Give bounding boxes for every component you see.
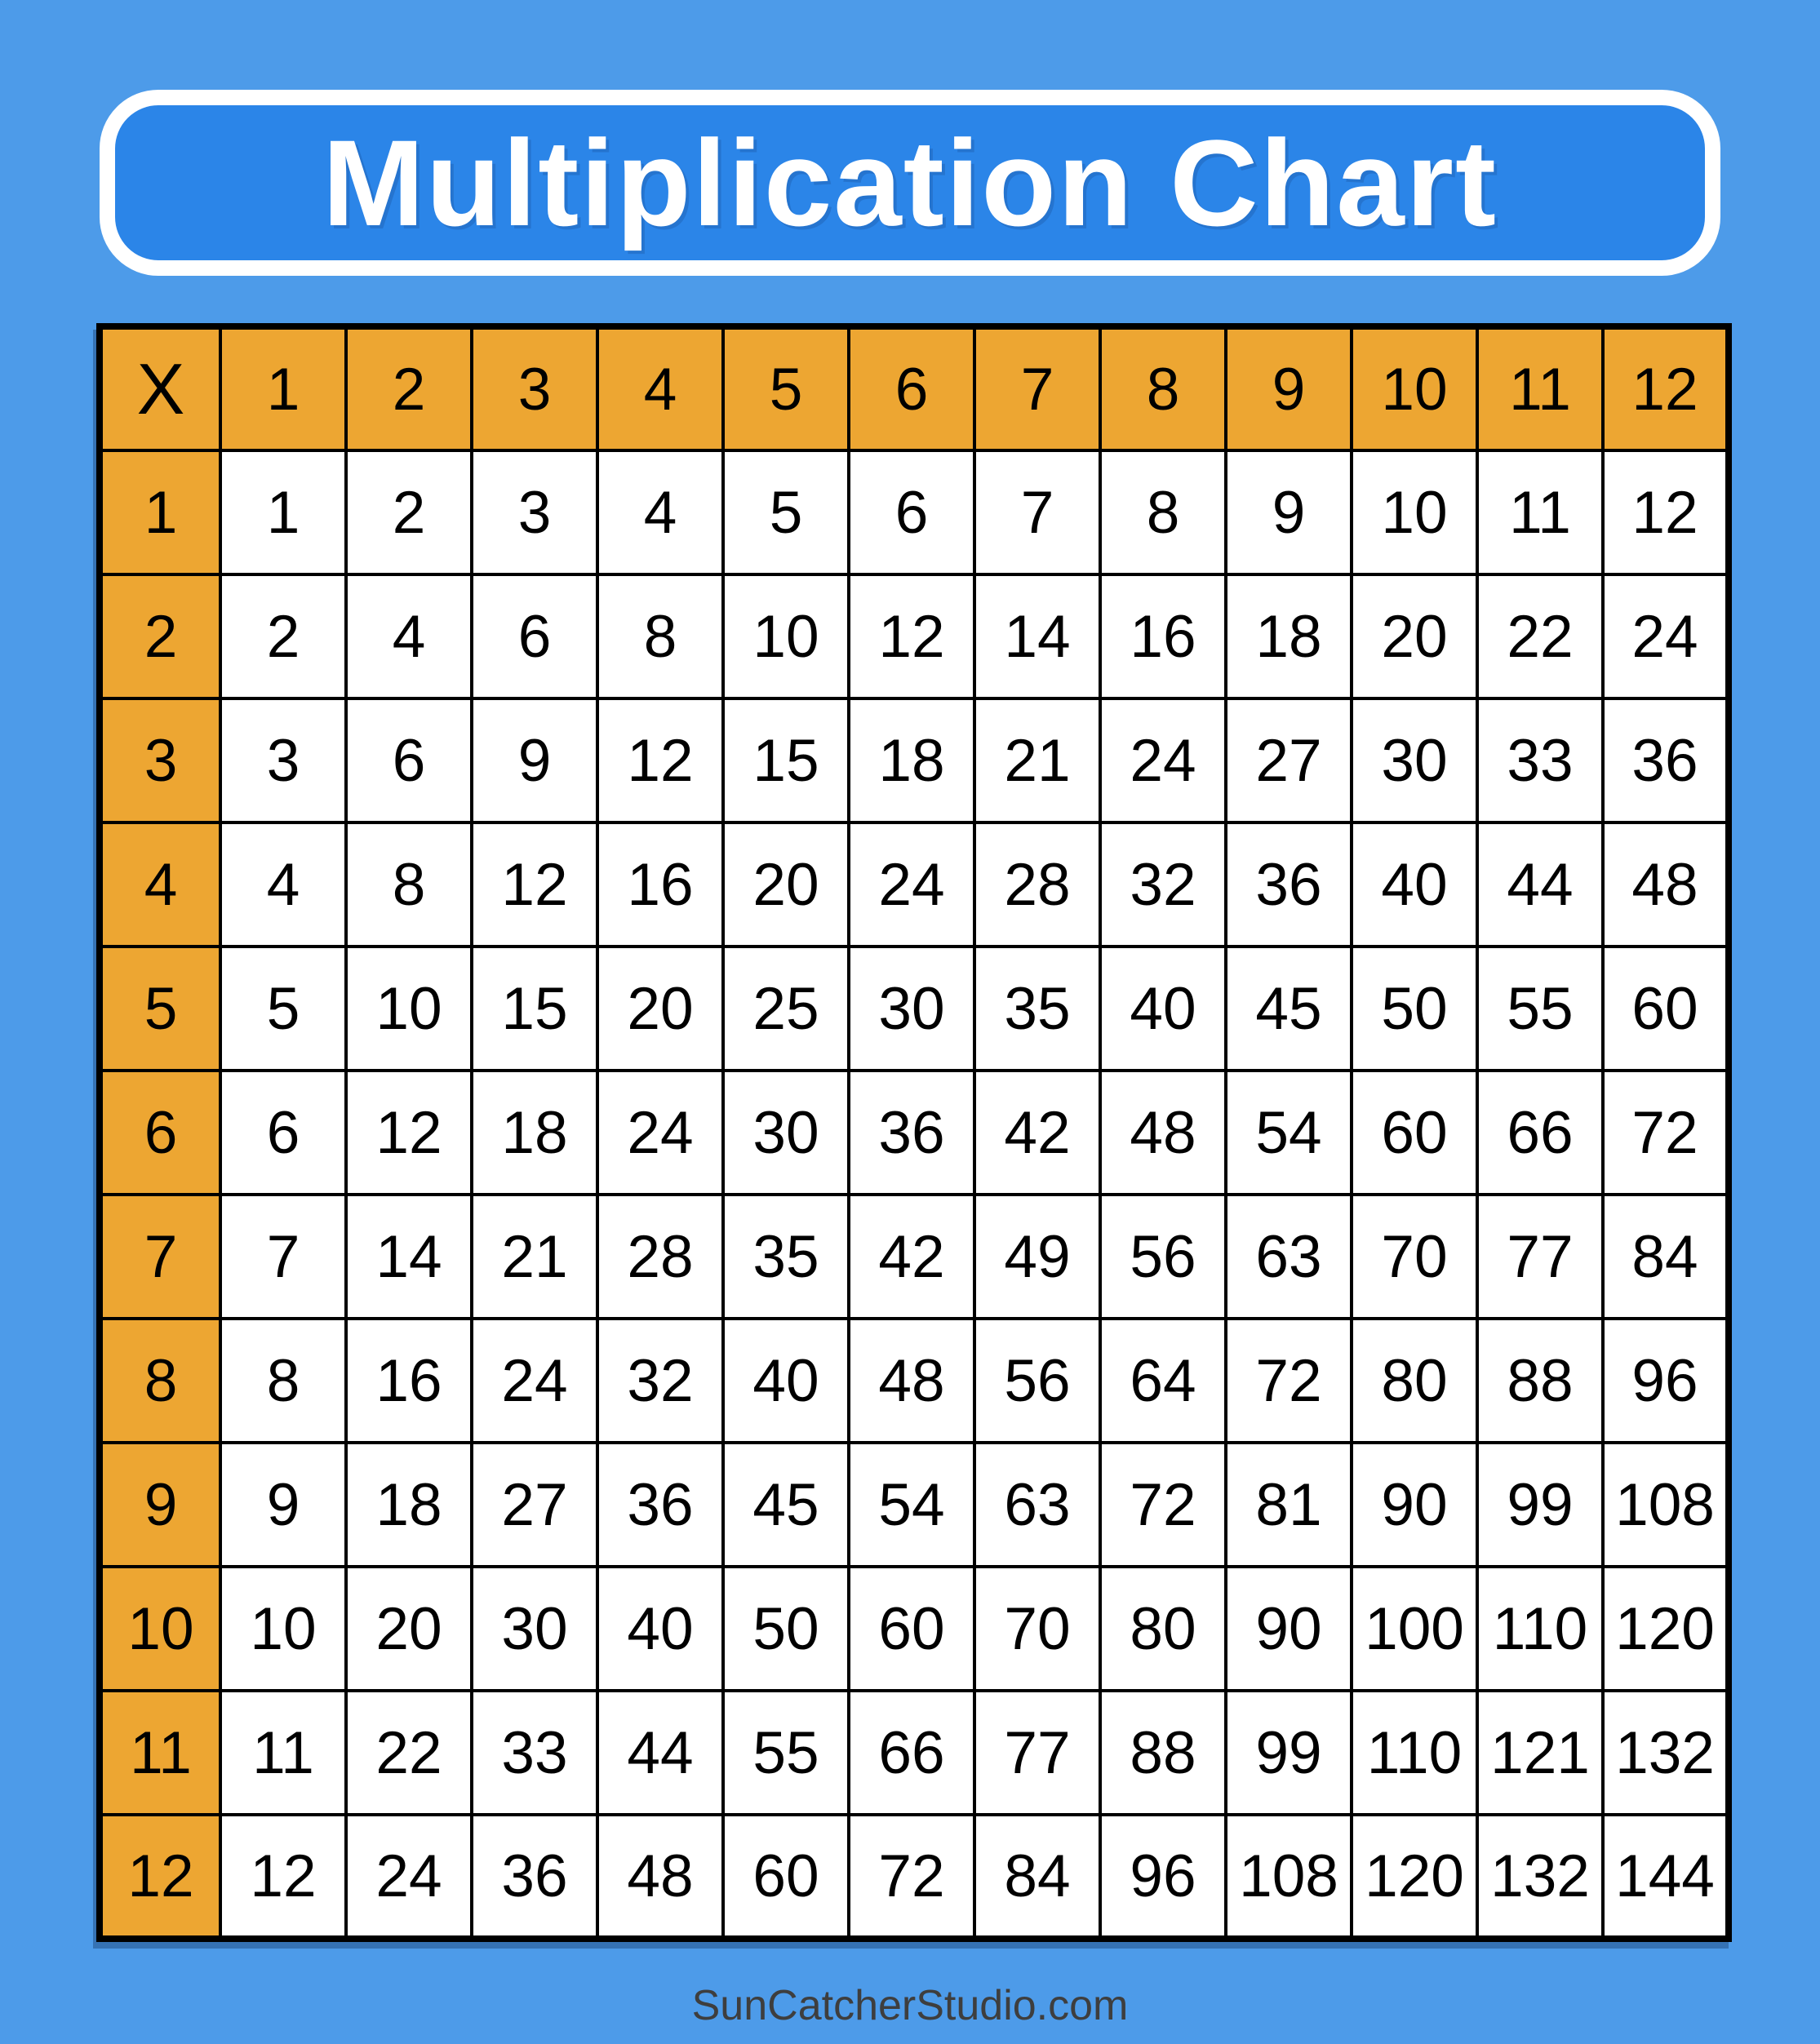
column-header-8: 8 <box>1100 326 1226 450</box>
product-cell-12x12: 144 <box>1603 1815 1729 1939</box>
product-cell-12x8: 96 <box>1100 1815 1226 1939</box>
product-cell-10x9: 90 <box>1226 1567 1352 1691</box>
product-cell-8x2: 16 <box>346 1319 472 1443</box>
product-cell-6x7: 42 <box>974 1071 1100 1195</box>
product-cell-6x12: 72 <box>1603 1071 1729 1195</box>
product-cell-4x9: 36 <box>1226 822 1352 947</box>
product-cell-5x3: 15 <box>472 947 597 1071</box>
product-cell-5x9: 45 <box>1226 947 1352 1071</box>
product-cell-1x7: 7 <box>974 450 1100 574</box>
product-cell-5x10: 50 <box>1352 947 1477 1071</box>
product-cell-10x8: 80 <box>1100 1567 1226 1691</box>
product-cell-11x6: 66 <box>849 1691 974 1815</box>
product-cell-10x11: 110 <box>1477 1567 1603 1691</box>
product-cell-9x9: 81 <box>1226 1443 1352 1567</box>
product-cell-3x10: 30 <box>1352 698 1477 822</box>
product-cell-12x5: 60 <box>723 1815 849 1939</box>
row-header-8: 8 <box>100 1319 220 1443</box>
column-header-2: 2 <box>346 326 472 450</box>
table-row-4 <box>100 822 1729 947</box>
column-header-1: 1 <box>220 326 346 450</box>
product-cell-7x12: 84 <box>1603 1195 1729 1319</box>
column-header-3: 3 <box>472 326 597 450</box>
product-cell-3x1: 3 <box>220 698 346 822</box>
table-row-2 <box>100 574 1729 698</box>
product-cell-7x2: 14 <box>346 1195 472 1319</box>
product-cell-6x2: 12 <box>346 1071 472 1195</box>
product-cell-7x8: 56 <box>1100 1195 1226 1319</box>
row-header-11: 11 <box>100 1691 220 1815</box>
product-cell-11x8: 88 <box>1100 1691 1226 1815</box>
row-header-9: 9 <box>100 1443 220 1567</box>
product-cell-10x5: 50 <box>723 1567 849 1691</box>
product-cell-8x4: 32 <box>597 1319 723 1443</box>
page-title: Multiplication Chart <box>322 113 1498 251</box>
row-header-12: 12 <box>100 1815 220 1939</box>
product-cell-12x4: 48 <box>597 1815 723 1939</box>
column-header-10: 10 <box>1352 326 1477 450</box>
table-row-7 <box>100 1195 1729 1319</box>
product-cell-9x5: 45 <box>723 1443 849 1567</box>
product-cell-11x9: 99 <box>1226 1691 1352 1815</box>
product-cell-4x11: 44 <box>1477 822 1603 947</box>
product-cell-6x5: 30 <box>723 1071 849 1195</box>
product-cell-9x8: 72 <box>1100 1443 1226 1567</box>
product-cell-11x1: 11 <box>220 1691 346 1815</box>
product-cell-1x6: 6 <box>849 450 974 574</box>
multiplication-table <box>96 323 1732 1942</box>
product-cell-5x7: 35 <box>974 947 1100 1071</box>
row-header-7: 7 <box>100 1195 220 1319</box>
row-header-1: 1 <box>100 450 220 574</box>
product-cell-2x8: 16 <box>1100 574 1226 698</box>
table-row-9 <box>100 1443 1729 1567</box>
product-cell-11x2: 22 <box>346 1691 472 1815</box>
product-cell-3x5: 15 <box>723 698 849 822</box>
product-cell-11x3: 33 <box>472 1691 597 1815</box>
product-cell-3x4: 12 <box>597 698 723 822</box>
product-cell-12x7: 84 <box>974 1815 1100 1939</box>
product-cell-5x8: 40 <box>1100 947 1226 1071</box>
row-header-10: 10 <box>100 1567 220 1691</box>
product-cell-1x2: 2 <box>346 450 472 574</box>
product-cell-7x11: 77 <box>1477 1195 1603 1319</box>
product-cell-7x9: 63 <box>1226 1195 1352 1319</box>
product-cell-6x9: 54 <box>1226 1071 1352 1195</box>
product-cell-2x7: 14 <box>974 574 1100 698</box>
column-header-12: 12 <box>1603 326 1729 450</box>
product-cell-4x3: 12 <box>472 822 597 947</box>
product-cell-9x11: 99 <box>1477 1443 1603 1567</box>
product-cell-8x12: 96 <box>1603 1319 1729 1443</box>
row-header-2: 2 <box>100 574 220 698</box>
product-cell-10x1: 10 <box>220 1567 346 1691</box>
product-cell-9x6: 54 <box>849 1443 974 1567</box>
product-cell-3x11: 33 <box>1477 698 1603 822</box>
product-cell-5x5: 25 <box>723 947 849 1071</box>
product-cell-4x4: 16 <box>597 822 723 947</box>
product-cell-10x3: 30 <box>472 1567 597 1691</box>
product-cell-8x11: 88 <box>1477 1319 1603 1443</box>
product-cell-2x10: 20 <box>1352 574 1477 698</box>
product-cell-8x10: 80 <box>1352 1319 1477 1443</box>
product-cell-11x7: 77 <box>974 1691 1100 1815</box>
product-cell-9x2: 18 <box>346 1443 472 1567</box>
header-row <box>100 326 1729 450</box>
column-header-5: 5 <box>723 326 849 450</box>
product-cell-2x5: 10 <box>723 574 849 698</box>
product-cell-6x4: 24 <box>597 1071 723 1195</box>
product-cell-12x11: 132 <box>1477 1815 1603 1939</box>
product-cell-11x10: 110 <box>1352 1691 1477 1815</box>
product-cell-11x5: 55 <box>723 1691 849 1815</box>
product-cell-1x12: 12 <box>1603 450 1729 574</box>
row-header-5: 5 <box>100 947 220 1071</box>
product-cell-8x8: 64 <box>1100 1319 1226 1443</box>
column-header-9: 9 <box>1226 326 1352 450</box>
table-row-6 <box>100 1071 1729 1195</box>
table-row-11 <box>100 1691 1729 1815</box>
product-cell-6x11: 66 <box>1477 1071 1603 1195</box>
table-row-1 <box>100 450 1729 574</box>
table-row-3 <box>100 698 1729 822</box>
product-cell-9x3: 27 <box>472 1443 597 1567</box>
product-cell-1x1: 1 <box>220 450 346 574</box>
product-cell-11x12: 132 <box>1603 1691 1729 1815</box>
product-cell-8x3: 24 <box>472 1319 597 1443</box>
product-cell-3x6: 18 <box>849 698 974 822</box>
product-cell-4x1: 4 <box>220 822 346 947</box>
product-cell-2x6: 12 <box>849 574 974 698</box>
product-cell-10x6: 60 <box>849 1567 974 1691</box>
product-cell-6x1: 6 <box>220 1071 346 1195</box>
product-cell-12x3: 36 <box>472 1815 597 1939</box>
column-header-6: 6 <box>849 326 974 450</box>
product-cell-1x4: 4 <box>597 450 723 574</box>
product-cell-4x10: 40 <box>1352 822 1477 947</box>
product-cell-8x7: 56 <box>974 1319 1100 1443</box>
product-cell-11x11: 121 <box>1477 1691 1603 1815</box>
product-cell-9x4: 36 <box>597 1443 723 1567</box>
product-cell-8x1: 8 <box>220 1319 346 1443</box>
table-row-10 <box>100 1567 1729 1691</box>
product-cell-4x2: 8 <box>346 822 472 947</box>
product-cell-2x1: 2 <box>220 574 346 698</box>
product-cell-6x8: 48 <box>1100 1071 1226 1195</box>
product-cell-8x6: 48 <box>849 1319 974 1443</box>
product-cell-12x10: 120 <box>1352 1815 1477 1939</box>
product-cell-3x9: 27 <box>1226 698 1352 822</box>
product-cell-7x10: 70 <box>1352 1195 1477 1319</box>
corner-cell: X <box>100 326 220 450</box>
footer-credit: SunCatcherStudio.com <box>691 1982 1129 2029</box>
product-cell-3x3: 9 <box>472 698 597 822</box>
product-cell-5x4: 20 <box>597 947 723 1071</box>
table-row-8 <box>100 1319 1729 1443</box>
product-cell-5x11: 55 <box>1477 947 1603 1071</box>
row-header-3: 3 <box>100 698 220 822</box>
product-cell-7x1: 7 <box>220 1195 346 1319</box>
product-cell-1x10: 10 <box>1352 450 1477 574</box>
product-cell-10x10: 100 <box>1352 1567 1477 1691</box>
product-cell-7x5: 35 <box>723 1195 849 1319</box>
product-cell-12x1: 12 <box>220 1815 346 1939</box>
product-cell-2x3: 6 <box>472 574 597 698</box>
product-cell-2x9: 18 <box>1226 574 1352 698</box>
product-cell-5x2: 10 <box>346 947 472 1071</box>
product-cell-5x1: 5 <box>220 947 346 1071</box>
product-cell-6x6: 36 <box>849 1071 974 1195</box>
row-header-6: 6 <box>100 1071 220 1195</box>
product-cell-7x3: 21 <box>472 1195 597 1319</box>
product-cell-3x2: 6 <box>346 698 472 822</box>
product-cell-4x8: 32 <box>1100 822 1226 947</box>
product-cell-1x8: 8 <box>1100 450 1226 574</box>
product-cell-9x12: 108 <box>1603 1443 1729 1567</box>
product-cell-1x3: 3 <box>472 450 597 574</box>
table-row-12 <box>100 1815 1729 1939</box>
product-cell-2x12: 24 <box>1603 574 1729 698</box>
product-cell-3x12: 36 <box>1603 698 1729 822</box>
product-cell-4x7: 28 <box>974 822 1100 947</box>
product-cell-1x9: 9 <box>1226 450 1352 574</box>
product-cell-6x10: 60 <box>1352 1071 1477 1195</box>
product-cell-1x11: 11 <box>1477 450 1603 574</box>
product-cell-2x2: 4 <box>346 574 472 698</box>
product-cell-2x4: 8 <box>597 574 723 698</box>
product-cell-10x7: 70 <box>974 1567 1100 1691</box>
product-cell-5x6: 30 <box>849 947 974 1071</box>
product-cell-10x2: 20 <box>346 1567 472 1691</box>
table-body <box>100 326 1729 1939</box>
product-cell-12x6: 72 <box>849 1815 974 1939</box>
product-cell-12x2: 24 <box>346 1815 472 1939</box>
product-cell-12x9: 108 <box>1226 1815 1352 1939</box>
product-cell-8x9: 72 <box>1226 1319 1352 1443</box>
product-cell-9x1: 9 <box>220 1443 346 1567</box>
product-cell-7x4: 28 <box>597 1195 723 1319</box>
title-banner <box>100 90 1720 276</box>
column-header-11: 11 <box>1477 326 1603 450</box>
product-cell-10x4: 40 <box>597 1567 723 1691</box>
product-cell-9x7: 63 <box>974 1443 1100 1567</box>
column-header-4: 4 <box>597 326 723 450</box>
product-cell-2x11: 22 <box>1477 574 1603 698</box>
table-row-5 <box>100 947 1729 1071</box>
product-cell-4x12: 48 <box>1603 822 1729 947</box>
product-cell-3x7: 21 <box>974 698 1100 822</box>
column-header-7: 7 <box>974 326 1100 450</box>
product-cell-6x3: 18 <box>472 1071 597 1195</box>
product-cell-4x5: 20 <box>723 822 849 947</box>
product-cell-9x10: 90 <box>1352 1443 1477 1567</box>
product-cell-7x6: 42 <box>849 1195 974 1319</box>
product-cell-10x12: 120 <box>1603 1567 1729 1691</box>
product-cell-4x6: 24 <box>849 822 974 947</box>
product-cell-3x8: 24 <box>1100 698 1226 822</box>
row-header-4: 4 <box>100 822 220 947</box>
product-cell-7x7: 49 <box>974 1195 1100 1319</box>
product-cell-5x12: 60 <box>1603 947 1729 1071</box>
product-cell-1x5: 5 <box>723 450 849 574</box>
product-cell-11x4: 44 <box>597 1691 723 1815</box>
product-cell-8x5: 40 <box>723 1319 849 1443</box>
